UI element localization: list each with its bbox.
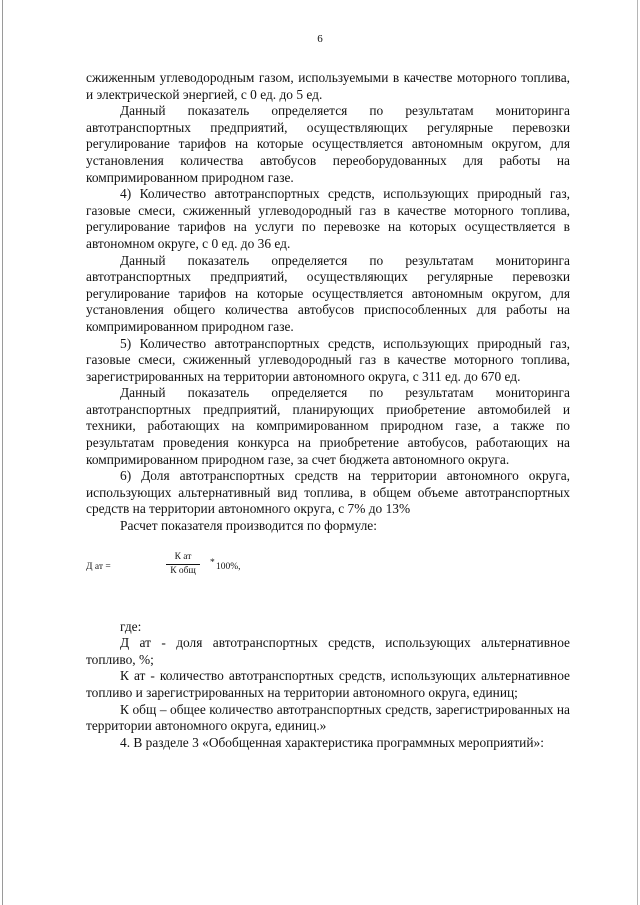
formula	[86, 537, 570, 601]
paragraph-indicator-3-description: Данный показатель определяется по результатам мониторинга автотранспортных предприятий, осуществляющих регулярные перевозки регулирование тарифов на которые осуществляется автономным округом, для установления количества автобусов переоборудованных для работы на компримированном природном газе.	[86, 103, 570, 185]
formula-multiply-sign: *	[210, 557, 215, 568]
paragraph-section-4: 4. В разделе 3 «Обобщенная характеристика программных мероприятий»:	[120, 734, 544, 750]
formula-denominator: К общ	[170, 565, 196, 576]
scan-edge-left	[2, 0, 3, 905]
formula-rhs: 100%,	[216, 561, 241, 572]
paragraph-indicator-5: 5) Количество автотранспортных средств, использующих природный газ, газовые смеси, сжиженный углеводородный газ в качестве моторного топлива, зарегистрированных на территории автономного округа, с 311 ед. до 670 ед.	[86, 335, 570, 384]
paragraph-indicator-4: 4) Количество автотранспортных средств, использующих природный газ, газовые смеси, сжиженный углеводородный газ в качестве моторного топлива, регулирование тарифов на услуги по перевозке на которых осуществляется в автономном округе, с 0 ед. до 36 ед.	[86, 186, 570, 251]
paragraph-def-k-obsch: К общ – общее количество автотранспортных средств, зарегистрированных на территории автономного округа, единиц.»	[86, 701, 570, 734]
paragraph-def-k-at: К ат - количество автотранспортных средств, использующих альтернативное топливо и зарегистрированных на территории автономного округа, единиц;	[86, 668, 570, 700]
paragraph-continuation: сжиженным углеводородным газом, используемыми в качестве моторного топлива, и электрической энергией, с 0 ед. до 5 ед.	[86, 70, 570, 102]
paragraph-indicator-5-description: Данный показатель определяется по результатам мониторинга автотранспортных предприятий, планирующих приобретение автомобилей и техники, работающих на компримированном природном газе, а также по результатам проведения конкурса на приобретение автобусов, работающих на компримированном природном газе, за счет бюджета автономного округа.	[86, 385, 570, 467]
fraction-bar	[166, 564, 200, 565]
paragraph-formula-intro: Расчет показателя производится по формуле:	[120, 518, 377, 534]
formula-fraction	[166, 552, 200, 577]
paragraph-where: где:	[120, 618, 142, 634]
paragraph-def-d-at: Д ат - доля автотранспортных средств, использующих альтернативное топливо, %;	[86, 635, 570, 667]
formula-numerator: К ат	[174, 551, 192, 562]
page-number: 6	[317, 33, 323, 45]
document-body	[86, 70, 570, 751]
scan-edge-right	[637, 0, 638, 905]
paragraph-indicator-4-description: Данный показатель определяется по результатам мониторинга автотранспортных предприятий, осуществляющих регулярные перевозки регулирование тарифов на которые осуществляется автономным округом, для установления общего количества автобусов приспособленных для работы на компримированном природном газе.	[86, 252, 570, 334]
formula-lhs: Д ат =	[86, 561, 111, 572]
spacer	[86, 601, 570, 619]
paragraph-indicator-6: 6) Доля автотранспортных средств на территории автономного округа, использующих альтернативный вид топлива, в общем объеме автотранспортных средств на территории автономного округа, с 7% до 13%	[86, 468, 570, 517]
